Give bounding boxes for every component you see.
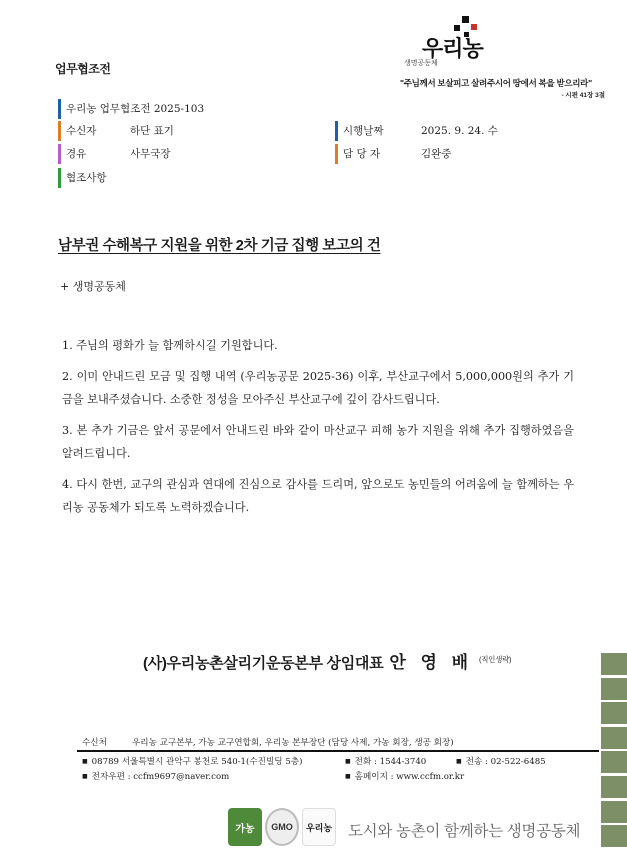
urinong-logo: 우리농 — [302, 808, 336, 846]
recipient-row — [58, 121, 174, 141]
strip-segment — [601, 702, 627, 724]
bible-verse: "주님께서 보살피고 살려주시어 땅에서 복을 받으리라" — [400, 78, 592, 88]
bullet-icon: ■ — [82, 758, 88, 765]
decorative-side-strip — [601, 653, 627, 859]
strip-segment — [601, 678, 627, 700]
body-paragraph: 2. 이미 안내드린 모금 및 집행 내역 (우리농공문 2025-36) 이후, 부산교구에서 5,000,000원의 추가 기금을 보내주셨습니다. 소중한 정성을 모아주신 부산교구에 깊이 감사드립니다. — [62, 370, 574, 406]
strip-segment — [601, 801, 627, 823]
ganong-logo: 가농 — [228, 808, 262, 846]
manager-label: 담 당 자 — [343, 148, 381, 160]
sender-block — [143, 648, 511, 673]
via-value: 사무국장 — [130, 148, 171, 160]
manager-value: 김완중 — [421, 148, 452, 160]
strip-segment — [601, 825, 627, 847]
recipient-label: 수신자 — [66, 125, 97, 137]
meta-bar — [58, 121, 61, 141]
meta-bar — [58, 168, 61, 188]
bible-verse-reference: - 시편 41장 3절 — [561, 92, 605, 99]
recipients-value: 우리농 교구본부, 가농 교구연합회, 우리농 본부장단 (담당 사제, 가농 회장, 생공 회장) — [132, 738, 454, 748]
homepage: ■ 홈페이지 : www.ccfm.or.kr — [345, 772, 465, 782]
via-row — [58, 144, 171, 164]
strip-segment — [601, 776, 627, 798]
logo-wordmark: 우리농 — [422, 36, 483, 61]
date-row — [335, 121, 498, 141]
meta-bar — [58, 144, 61, 164]
subject-row — [58, 168, 107, 188]
strip-segment — [601, 653, 627, 675]
email: ■ 전자우편 : ccfm9697@naver.com — [82, 772, 230, 782]
footer-divider — [77, 750, 599, 752]
addressee: + 생명공동체 — [60, 280, 126, 293]
meta-bar — [335, 121, 338, 141]
document-type-label: 업무협조전 — [55, 62, 111, 76]
seal-note: (직인생략) — [479, 655, 512, 664]
body-paragraph: 3. 본 추가 기금은 앞서 공문에서 안내드린 바와 같이 마산교구 피해 농가 지원을 위해 추가 집행하였음을 알려드립니다. — [62, 424, 574, 460]
via-label: 경유 — [66, 148, 87, 160]
sender-name: 안 영 배 — [389, 653, 474, 672]
document-title: 남부권 수해복구 지원을 위한 2차 기금 집행 보고의 건 — [58, 238, 381, 254]
bullet-icon: ■ — [345, 773, 351, 780]
body-paragraph: 1. 주님의 평화가 늘 함께하시길 기원합니다. — [62, 339, 278, 352]
manager-row — [335, 144, 451, 164]
meta-bar — [58, 99, 61, 119]
bullet-icon: ■ — [82, 773, 88, 780]
logo-subtitle: 생명공동체 — [404, 60, 438, 67]
document-body — [62, 334, 574, 527]
date-value: 2025. 9. 24. 수 — [421, 125, 498, 137]
sender-organization: (사)우리농촌살리기운동본부 상임대표 — [143, 655, 384, 672]
gmo-free-logo: GMO — [265, 808, 299, 846]
bullet-icon: ■ — [345, 758, 351, 765]
document-number: 우리농 업무협조전 2025-103 — [58, 99, 204, 119]
strip-segment — [601, 751, 627, 773]
address: ■ 08789 서울특별시 관악구 봉천로 540-1(수진빌딩 5층) — [82, 757, 303, 767]
meta-bar — [335, 144, 338, 164]
slogan: 도시와 농촌이 함께하는 생명공동체 — [348, 823, 581, 840]
logo-block — [400, 14, 605, 104]
recipients-row — [82, 736, 454, 748]
subject-label: 협조사항 — [66, 172, 107, 184]
body-paragraph: 4. 다시 한번, 교구의 관심과 연대에 진심으로 감사를 드리며, 앞으로도 농민들의 어려움에 늘 함께하는 우리농 공동체가 되도록 노력하겠습니다. — [62, 478, 574, 514]
date-label: 시행날짜 — [343, 125, 384, 137]
strip-segment — [601, 727, 627, 749]
phone: ■ 전화 : 1544-3740 — [345, 757, 427, 767]
bullet-icon: ■ — [456, 758, 462, 765]
recipient-value: 하단 표기 — [130, 125, 174, 137]
recipients-label: 수신처 — [82, 738, 107, 748]
fax: ■ 전송 : 02-522-6485 — [456, 757, 546, 767]
